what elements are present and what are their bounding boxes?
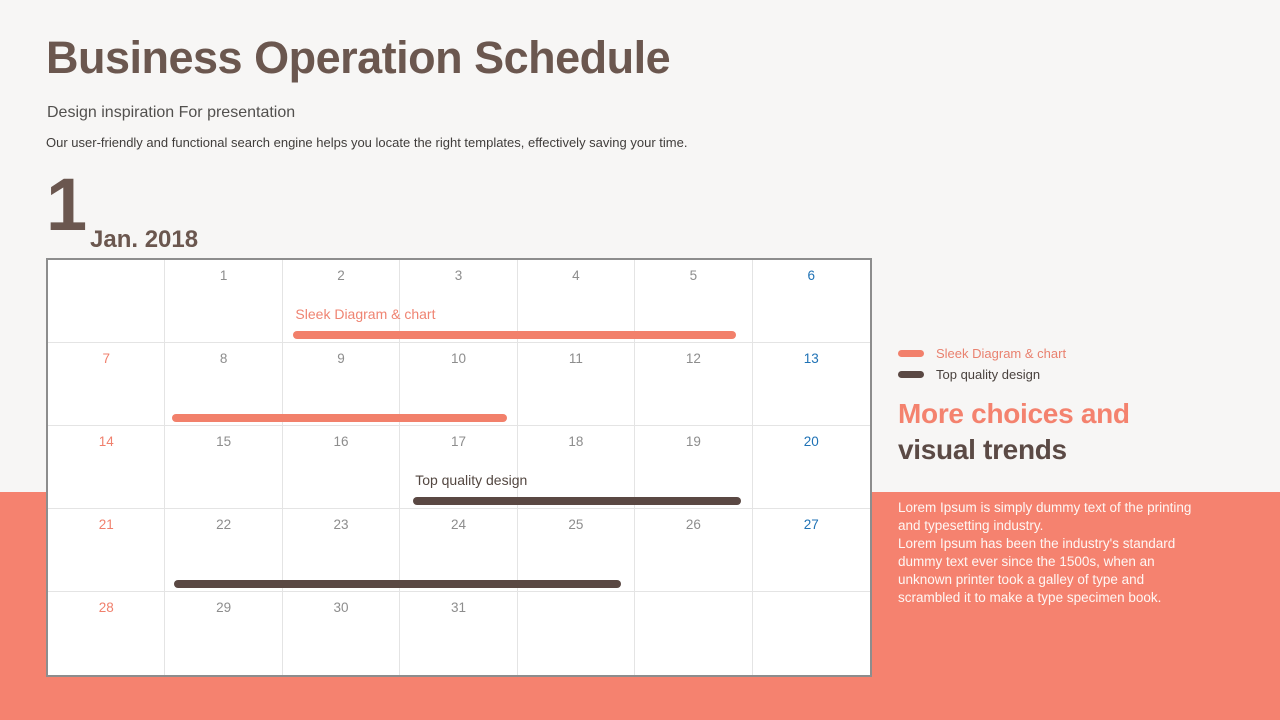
- legend-pill-icon: [898, 371, 924, 378]
- calendar-cell: [165, 426, 282, 509]
- day-number: 18: [568, 434, 584, 449]
- day-number: 24: [450, 517, 466, 532]
- calendar-cell: [753, 260, 870, 343]
- day-number: 3: [454, 268, 463, 283]
- calendar-cell: [635, 426, 752, 509]
- slide-subtitle: Design inspiration For presentation: [47, 104, 296, 121]
- calendar-cell: [400, 343, 517, 426]
- calendar-cell: [518, 509, 635, 592]
- calendar-cell: [753, 592, 870, 675]
- calendar-cell: [165, 343, 282, 426]
- calendar-cell: [48, 509, 165, 592]
- day-number: 17: [450, 434, 466, 449]
- legend-label: Sleek Diagram & chart: [936, 345, 1067, 361]
- day-number: 16: [333, 434, 349, 449]
- aside-paragraph: [898, 499, 1200, 607]
- calendar-cell: [283, 592, 400, 675]
- calendar-cell: [635, 592, 752, 675]
- calendar-cell: [518, 426, 635, 509]
- task-label: Sleek Diagram & chart: [295, 306, 436, 322]
- day-number: 26: [685, 517, 701, 532]
- calendar-cell: [400, 509, 517, 592]
- calendar-cell: [283, 509, 400, 592]
- day-number: 15: [216, 434, 232, 449]
- day-number: 9: [337, 351, 345, 366]
- calendar-cell: [400, 426, 517, 509]
- day-number: 28: [98, 600, 114, 615]
- day-number: 31: [450, 600, 466, 615]
- calendar-cell: [753, 509, 870, 592]
- aside-paragraph-1: Lorem Ipsum is simply dummy text of the printing and typesetting industry.: [898, 500, 1192, 533]
- calendar-cell: [400, 260, 517, 343]
- legend-label: Top quality design: [936, 366, 1041, 382]
- calendar-cell: [48, 426, 165, 509]
- calendar-cell: [48, 260, 165, 343]
- calendar-cell: [283, 343, 400, 426]
- day-number: 8: [219, 351, 228, 366]
- calendar-cell: [165, 592, 282, 675]
- day-number: 23: [333, 517, 349, 532]
- day-number: 20: [803, 434, 819, 449]
- day-number: 10: [450, 351, 466, 366]
- day-number: 27: [803, 517, 819, 532]
- aside-heading-line2: visual trends: [898, 434, 1067, 465]
- calendar-cell: [48, 592, 165, 675]
- day-number: 21: [98, 517, 114, 532]
- calendar-cell: [753, 426, 870, 509]
- legend-item: [898, 367, 1228, 381]
- legend-pill-icon: [898, 350, 924, 357]
- calendar-cell: [283, 426, 400, 509]
- calendar-cell: [165, 260, 282, 343]
- calendar-cell: [753, 343, 870, 426]
- calendar-grid: [48, 260, 870, 675]
- calendar-cell: [400, 592, 517, 675]
- day-number: 2: [337, 268, 345, 283]
- day-number: 25: [568, 517, 584, 532]
- day-number: 22: [216, 517, 232, 532]
- month-number: 1: [46, 163, 88, 246]
- calendar-cell: [165, 509, 282, 592]
- calendar: [46, 258, 872, 677]
- day-number: 29: [216, 600, 232, 615]
- calendar-cell: [518, 592, 635, 675]
- task-label: Top quality design: [415, 472, 528, 488]
- aside-heading: [898, 396, 1228, 468]
- calendar-cell: [518, 260, 635, 343]
- calendar-cell: [48, 343, 165, 426]
- aside-heading-line1: More choices and: [898, 398, 1130, 429]
- day-number: 19: [685, 434, 701, 449]
- day-number: 7: [102, 351, 110, 366]
- month-label: Jan. 2018: [90, 226, 199, 253]
- calendar-cell: [635, 260, 752, 343]
- day-number: 13: [803, 351, 819, 366]
- slide-title: Business Operation Schedule: [46, 32, 671, 83]
- calendar-cell: [518, 343, 635, 426]
- day-number: 30: [333, 600, 349, 615]
- slide-description: Our user-friendly and functional search engine helps you locate the right templates, effectively saving your time.: [46, 135, 688, 150]
- aside-paragraph-2: Lorem Ipsum has been the industry's standard dummy text ever since the 1500s, when an unknown printer took a galley of type and scrambled it to make a type specimen book.: [898, 536, 1176, 605]
- right-panel: [898, 346, 1228, 607]
- day-number: 12: [685, 351, 701, 366]
- day-number: 11: [568, 351, 583, 366]
- day-number: 14: [98, 434, 114, 449]
- calendar-cell: [635, 343, 752, 426]
- day-number: 1: [219, 268, 228, 283]
- day-number: 6: [807, 268, 816, 283]
- legend-item: [898, 346, 1228, 360]
- legend: [898, 346, 1228, 381]
- calendar-cell: [635, 509, 752, 592]
- calendar-cell: [283, 260, 400, 343]
- day-number: 5: [689, 268, 698, 283]
- day-number: 4: [572, 268, 580, 283]
